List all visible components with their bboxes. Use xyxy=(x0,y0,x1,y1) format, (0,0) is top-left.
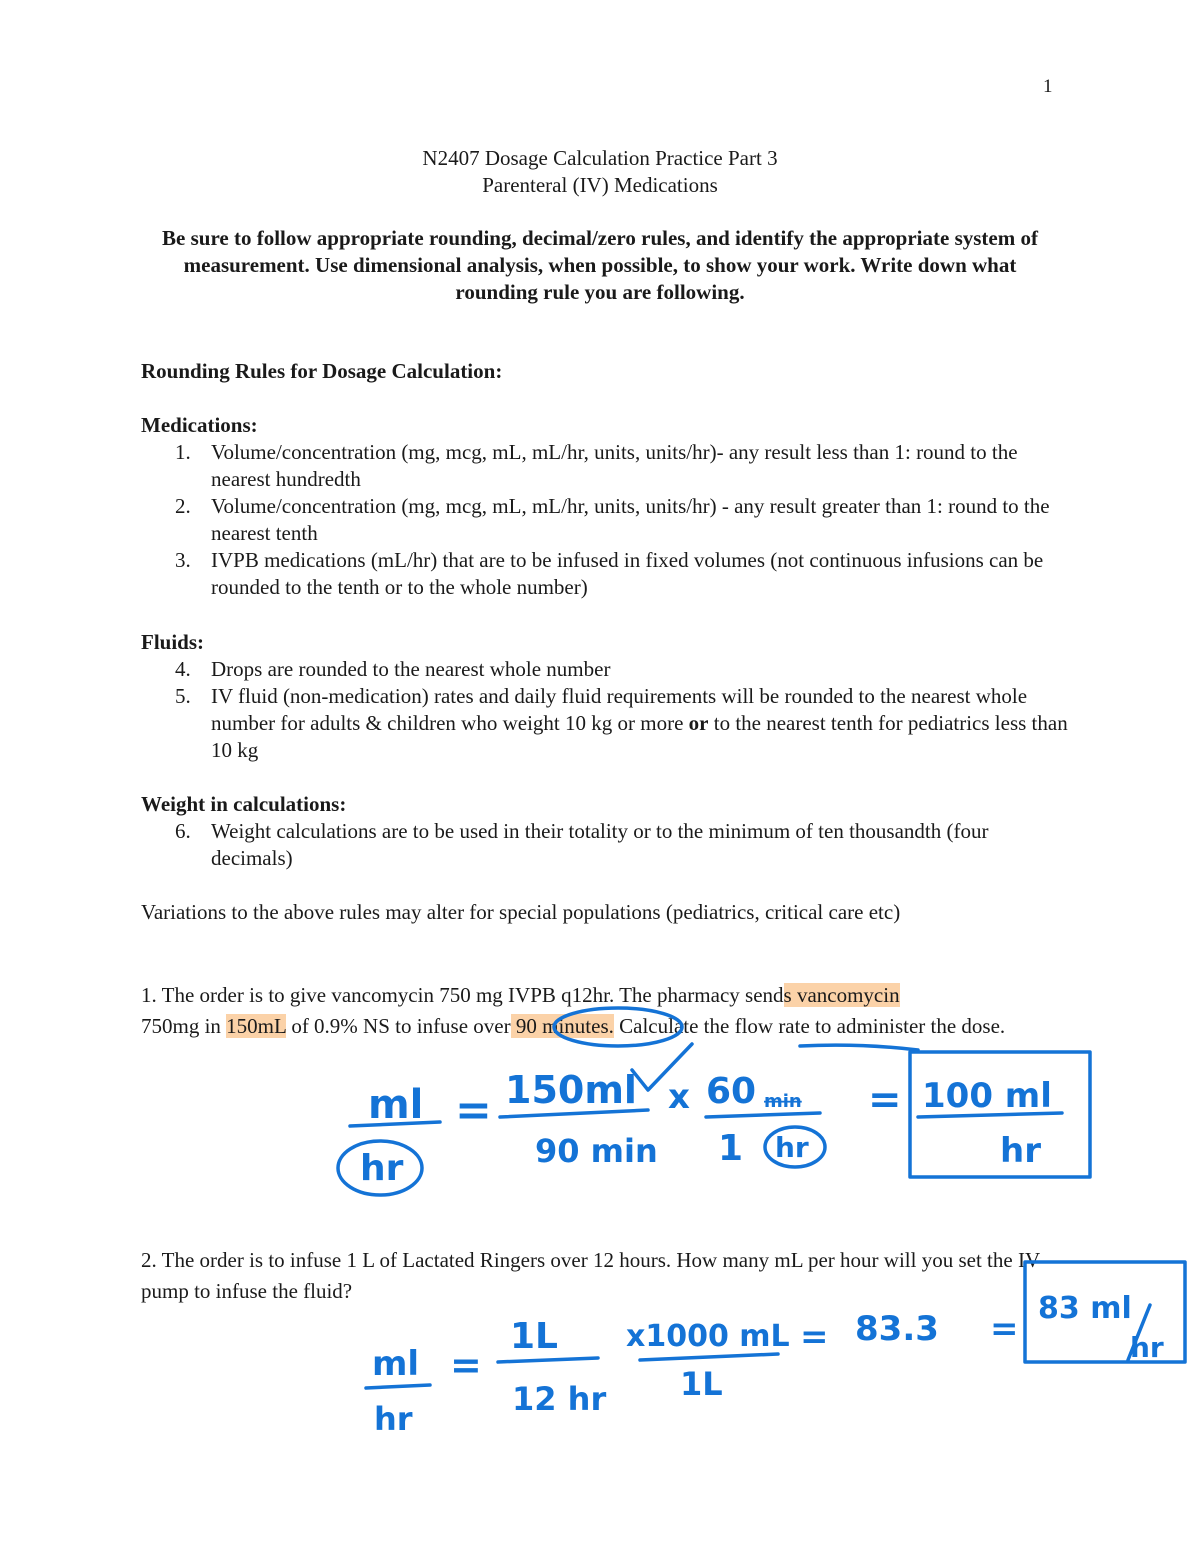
handwritten-text: 83.3 xyxy=(855,1309,939,1349)
handwritten-text: hr xyxy=(775,1131,809,1164)
handwritten-text: hr xyxy=(374,1400,413,1438)
variations-note: Variations to the above rules may alter for special populations (pediatrics, critical care etc) xyxy=(141,900,901,924)
handwritten-text: hr xyxy=(360,1148,404,1189)
handwritten-text: = xyxy=(800,1317,829,1357)
list-item: 2. Volume/concentration (mg, mcg, mL, mL/hr, units, units/hr) - any result greater than 1: round to the nearest tenth xyxy=(175,494,1050,545)
medications-heading: Medications: xyxy=(141,413,258,437)
list-item: 5. IV fluid (non-medication) rates and daily fluid requirements will be rounded to the nearest whole number for adults & children who weight 10 kg or more or to the nearest tenth for pediatrics less than 10 kg xyxy=(175,684,1068,762)
handwritten-text: 12 hr xyxy=(512,1380,607,1418)
handwritten-text: min xyxy=(764,1091,802,1112)
circle-mark xyxy=(338,1141,422,1195)
circle-mark xyxy=(765,1127,825,1167)
handwritten-text: 1L xyxy=(510,1316,558,1357)
medications-section xyxy=(141,412,1071,601)
question-2: 2. The order is to infuse 1 L of Lactated Ringers over 12 hours. How many mL per hour will you set the IV pump to infuse the fluid? xyxy=(141,1248,1040,1303)
medications-rules xyxy=(141,439,1071,601)
handwritten-text: = xyxy=(450,1343,482,1387)
answer-box xyxy=(910,1052,1090,1177)
fraction-bar xyxy=(706,1113,820,1117)
page-number: 1 xyxy=(1043,76,1053,97)
checkmark xyxy=(632,1044,692,1090)
document-title: N2407 Dosage Calculation Practice Part 3 xyxy=(422,146,778,170)
highlight: 150mL xyxy=(226,1014,287,1038)
title-block xyxy=(0,145,1200,199)
highlight: s vancomycin xyxy=(783,983,900,1007)
fluids-heading: Fluids: xyxy=(141,630,205,654)
handwritten-text: = xyxy=(868,1077,902,1123)
handwritten-text: 1 xyxy=(718,1128,744,1169)
list-item: 3. IVPB medications (mL/hr) that are to be infused in fixed volumes (not continuous infusions can be rounded to the tenth or to the whole number) xyxy=(175,548,1044,599)
slash-mark xyxy=(1128,1305,1150,1360)
document-subtitle: Parenteral (IV) Medications xyxy=(482,173,718,197)
fluids-section xyxy=(141,629,1071,764)
question-1: 1. The order is to give vancomycin 750 mg IVPB q12hr. The pharmacy sends vancomycin 750mg in 150mL of 0.9% NS to infuse over 90 minutes. Calculate the flow rate to administer the dose. xyxy=(141,983,1006,1038)
list-item: 1. Volume/concentration (mg, mcg, mL, mL/hr, units, units/hr)- any result less than 1: round to the nearest hundredth xyxy=(175,440,1018,491)
handwritten-text: = xyxy=(455,1085,492,1136)
weight-section xyxy=(141,791,1071,872)
rounding-rules-section xyxy=(141,358,1071,385)
handwritten-text: 90 min xyxy=(535,1132,658,1170)
handwritten-text: 100 ml xyxy=(922,1076,1052,1116)
underline-mark xyxy=(800,1045,918,1050)
fluids-rules xyxy=(141,656,1071,764)
handwritten-text: 60 xyxy=(706,1071,757,1112)
handwritten-text: ml xyxy=(372,1344,420,1384)
handwritten-text: hr xyxy=(1000,1131,1041,1171)
answer-box xyxy=(1025,1262,1185,1362)
fraction-bar xyxy=(350,1122,440,1126)
weight-heading: Weight in calculations: xyxy=(141,792,347,816)
handwritten-text: 83 ml xyxy=(1038,1291,1132,1326)
handwritten-text: x1000 mL xyxy=(626,1319,790,1354)
fraction-bar xyxy=(500,1110,648,1117)
fraction-bar xyxy=(640,1354,778,1360)
list-item: 6. Weight calculations are to be used in their totality or to the minimum of ten thousandth (four decimals) xyxy=(175,819,989,870)
rounding-heading: Rounding Rules for Dosage Calculation: xyxy=(141,359,503,383)
highlight: 90 minutes. xyxy=(510,1014,614,1038)
instructions: Be sure to follow appropriate rounding, decimal/zero rules, and identify the appropriate system of measurement. Use dimensional analysis, when possible, to show your work. Write down what rounding rule you are following. xyxy=(162,226,1038,304)
handwritten-text: 1L xyxy=(680,1365,723,1403)
weight-rules xyxy=(141,818,1071,872)
handwritten-text: x xyxy=(668,1077,690,1117)
fraction-bar xyxy=(498,1358,598,1362)
handwritten-text: 150ml xyxy=(505,1068,637,1112)
handwritten-text: = xyxy=(990,1309,1019,1349)
fraction-bar xyxy=(918,1113,1062,1117)
list-item: 4. Drops are rounded to the nearest whole number xyxy=(175,657,611,681)
fraction-bar xyxy=(366,1385,430,1388)
handwritten-text: hr xyxy=(1130,1331,1164,1364)
handwritten-text: ml xyxy=(368,1082,424,1128)
